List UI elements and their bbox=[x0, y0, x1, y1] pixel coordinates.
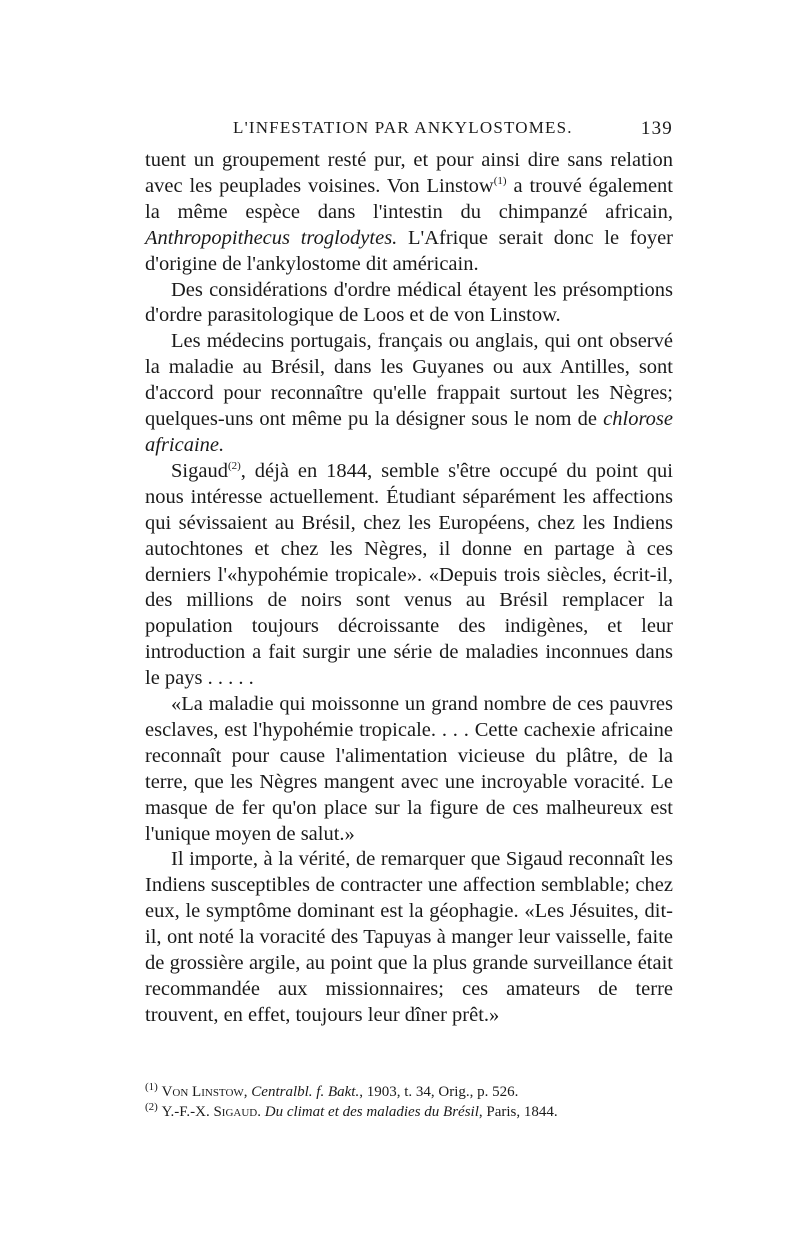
paragraph-3-text: Les médecins portugais, français ou anglais, qui ont observé la maladie au Brésil, dans les Guyanes ou aux Antilles, sont d'accord pour reconnaître qu'elle frappait surtout les Nègres; quelques-uns ont même pu la désigner sous le nom de bbox=[145, 330, 673, 431]
footnote-2-title: Du climat et des maladies du Brésil bbox=[264, 1104, 479, 1120]
footnote-2-author: Y.-F.-X. Sigaud. bbox=[161, 1104, 261, 1120]
body-text bbox=[145, 148, 673, 1029]
paragraph-1-text-a: tuent un groupement resté pur, et pour ainsi dire sans relation avec les peuplades voisines. Von Linstow bbox=[145, 149, 673, 197]
paragraph-5: «La maladie qui moissonne un grand nombre de ces pauvres esclaves, est l'hypohémie tropicale. . . . Cette cachexie africaine reconnaît pour cause l'alimentation vicieuse du plâtre, de la terre, que les Nègres mangent avec une incroyable voracité. Le masque de fer qu'on place sur la figure de ces malheureux est l'unique moyen de salut.» bbox=[145, 693, 673, 845]
paragraph-1-text-c: L'Afrique serait donc le foyer d'origine de l'ankylostome dit américain. bbox=[145, 226, 673, 275]
footnote-2-details: , Paris, 1844. bbox=[478, 1104, 558, 1120]
paragraph-4-text-a: Sigaud bbox=[171, 459, 228, 482]
paragraph-3 bbox=[145, 329, 673, 459]
disease-name: chlorose africaine. bbox=[145, 408, 673, 456]
paragraph-1 bbox=[145, 148, 673, 278]
paragraph-2: Des considérations d'ordre médical étayent les présomptions d'ordre parasitologique de Loos et de von Linstow. bbox=[145, 278, 673, 327]
running-title: L'INFESTATION PAR ANKYLOSTOMES. bbox=[233, 118, 573, 137]
page bbox=[145, 118, 673, 1029]
footnote-1-details: , 1903, t. 34, Orig., p. 526. bbox=[359, 1084, 519, 1100]
paragraph-4 bbox=[145, 459, 673, 692]
footnote-ref-2: (2) bbox=[227, 460, 241, 473]
footnote-2 bbox=[145, 1102, 673, 1122]
footnote-ref-1: (1) bbox=[493, 175, 507, 188]
footnote-1-mark: (1) bbox=[145, 1081, 158, 1093]
paragraph-1-text-b: a trouvé également la même espèce dans l'intestin du chimpanzé africain, bbox=[145, 174, 673, 223]
page-number: 139 bbox=[640, 118, 673, 139]
paragraph-6: Il importe, à la vérité, de remarquer que Sigaud reconnaît les Indiens susceptibles de contracter une affection semblable; chez eux, le symptôme dominant est la géophagie. «Les Jésuites, dit-il, ont noté la voracité des Tapuyas à manger leur vaisselle, faite de grossière argile, au point que la plus grande surveillance était recommandée aux missionnaires; ces amateurs de terre trouvent, en effet, toujours leur dîner prêt.» bbox=[145, 848, 673, 1026]
paragraph-4-text-b: , déjà en 1844, semble s'être occupé du point qui nous intéresse actuellement. Étudiant séparément les affections qui sévissaient au Brésil, chez les Européens, chez les Indiens autochtones et chez les Nègres, il donne en partage à ces derniers l'«hypohémie tropicale». «Depuis trois siècles, écrit-il, des millions de noirs sont venus au Brésil remplacer la population toujours décroissante des indigènes, et leur introduction a fait surgir une série de maladies inconnues dans le pays . . . . . bbox=[145, 459, 673, 690]
footnote-1 bbox=[145, 1082, 673, 1102]
footnote-2-mark: (2) bbox=[145, 1101, 158, 1113]
footnotes bbox=[145, 1082, 673, 1122]
footnote-1-author: Von Linstow, bbox=[161, 1084, 248, 1100]
running-head bbox=[145, 118, 673, 144]
species-name: Anthropopithecus troglodytes. bbox=[145, 226, 398, 249]
footnote-1-title: Centralbl. f. Bakt. bbox=[251, 1084, 360, 1100]
